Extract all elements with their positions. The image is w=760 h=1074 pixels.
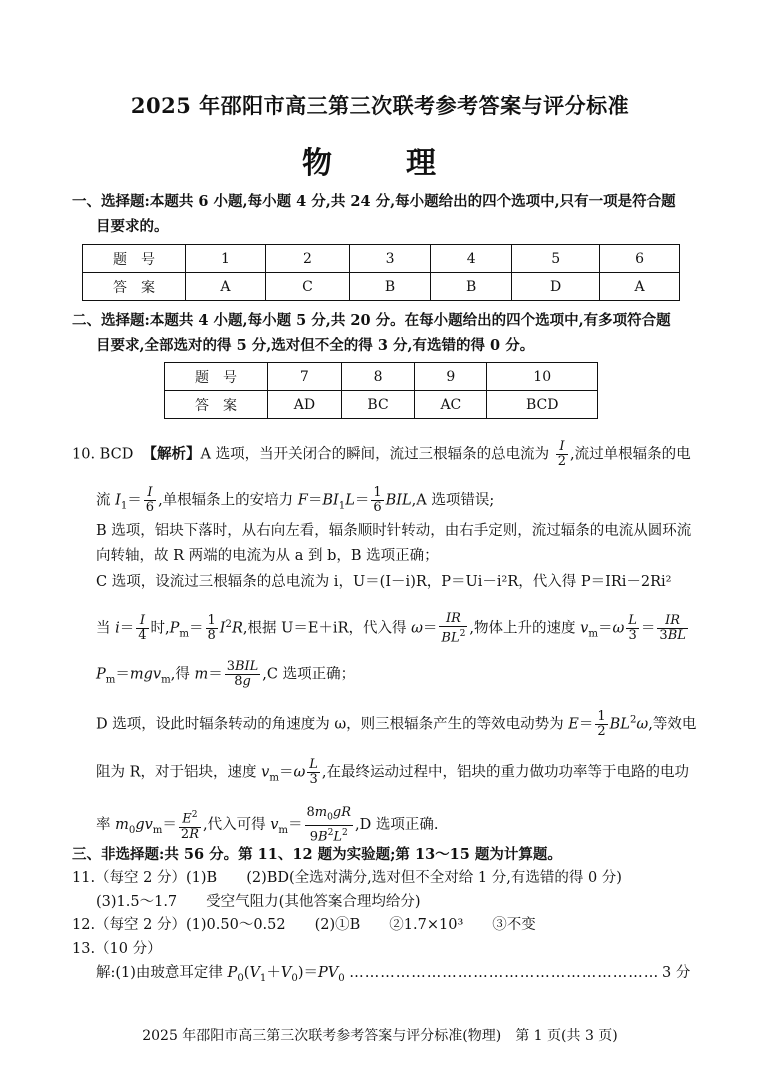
section1-heading-line2: 目要求的。 — [96, 218, 169, 235]
q10-text: ,代入可得 — [202, 816, 266, 833]
section2-heading-line2: 目要求,全部选对的得 5 分,选对但不全的得 3 分,有选错的得 0 分。 — [96, 337, 535, 354]
q13-head: 13.（10 分） — [72, 941, 162, 957]
q10-text: ,流过单根辐条的电 — [570, 446, 691, 463]
q10-text: ,等效电 — [648, 716, 697, 733]
q10-text: A 选项，当开关闭合的瞬间，流过三根辐条的总电流为 — [200, 446, 550, 463]
section1-heading-line1: 一、选择题:本题共 6 小题,每小题 4 分,共 24 分,每小题给出的四个选项中,只有一项是符合题 — [72, 193, 676, 210]
q10-text: ,在最终运动过程中，铝块的重力做功功率等于电路的电功 — [321, 764, 690, 781]
section3-heading: 三、非选择题:共 56 分。第 11、12 题为实验题;第 13～15 题为计算题。 — [72, 846, 562, 863]
table-cell: 答 案 — [83, 273, 186, 301]
q10-line-a — [72, 440, 691, 469]
table-cell: AC — [415, 391, 487, 419]
table-row — [83, 245, 680, 273]
formula-fraction: $\frac{1}{2}$ — [597, 709, 606, 739]
q11-line2: (3)1.5～1.7 受空气阻力(其他答案合理均给分) — [96, 894, 421, 910]
table-cell: 9 — [415, 363, 487, 391]
q10-line-d2: 阻为 R，对于铝块，速度 $v_m=\omega$ $\frac{L}{3}$ ,在最终运动过程中，铝块的重力做功功率等于电路的电功 — [96, 757, 690, 787]
q10-text: ,得 — [170, 666, 190, 683]
q10-line-c1: C 选项，设流过三根辐条的总电流为 i，U＝(I－i)R，P＝Ui－i²R，代入得 P＝IRi－2Ri² — [96, 574, 672, 590]
q10-text: ,A 选项错误; — [411, 492, 495, 509]
table-cell: 题 号 — [83, 245, 186, 273]
table-row — [165, 363, 598, 391]
formula-fraction: $\frac{I}{4}$ — [138, 613, 147, 644]
table-row — [165, 391, 598, 419]
page-footer: 2025 年邵阳市高三第三次联考参考答案与评分标准(物理) 第 1 页(共 3 页) — [142, 1028, 618, 1044]
table-cell: A — [600, 273, 680, 301]
page-title: 2025 年邵阳市高三第三次联考参考答案与评分标准 — [130, 93, 630, 118]
table-cell: 答 案 — [165, 391, 268, 419]
table-cell: A — [186, 273, 266, 301]
formula-fraction: $\frac{IR}{3BL}$ — [659, 613, 686, 644]
table-cell: D — [512, 273, 600, 301]
formula-fraction: $\frac{I}{2}$ — [557, 439, 567, 469]
formula-fraction: $\frac{IR}{BL^2}$ — [441, 611, 466, 646]
table-cell: 3 — [350, 245, 431, 273]
table-cell: 8 — [341, 363, 415, 391]
table-row — [83, 273, 680, 301]
q10-line-c3: $P_m=mgv_m$,得 m＝ $\frac{\text{3BIL}}{8g}$ ,C 选项正确； — [96, 659, 356, 689]
formula-fraction: $\frac{I}{6}$ — [145, 485, 155, 515]
q10-head: 10. BCD — [72, 446, 134, 463]
q10-line-c2: 当 i＝ $\frac{I}{4}$ 时$,P_m=$ $\frac{1}{8}$ $I^2R$,根据 U＝E＋iR，代入得 ω＝ $\frac{IR}{BL^2}$ ,物体上升的速度 $v_m=\omega$ $\frac{L}{3}$ ＝ $\frac{IR}{3BL}$ — [96, 611, 686, 646]
formula-fraction: $\frac{L}{3}$ — [309, 757, 318, 787]
table-cell: 10 — [487, 363, 598, 391]
table-cell: 2 — [265, 245, 349, 273]
q10-line-b2: 向转轴，故 R 两端的电流为从 a 到 b，B 选项正确； — [96, 548, 439, 564]
q10-tag: 【解析】 — [142, 445, 201, 463]
table-cell: 6 — [600, 245, 680, 273]
q10-text: 流 — [96, 492, 111, 509]
q10-text: 率 — [96, 816, 111, 833]
table-cell: AD — [268, 391, 342, 419]
q13-score: 3 分 — [662, 965, 691, 981]
table-cell: 4 — [431, 245, 512, 273]
q10-text: ,物体上升的速度 — [469, 620, 576, 637]
table-cell: B — [431, 273, 512, 301]
q10-text: ,D 选项正确. — [355, 816, 439, 833]
formula-fraction: $\frac{1}{6}$ — [373, 485, 382, 515]
q10-text: ,根据 U＝E＋iR，代入得 — [242, 620, 407, 637]
formula-fraction: $\frac{L}{3}$ — [628, 613, 637, 644]
q10-text: 当 — [96, 620, 111, 637]
answer-table-1 — [82, 244, 680, 301]
q12-line: 12.（每空 2 分）(1)0.50～0.52 (2)①B ②1.7×10³ ③不变 — [72, 917, 536, 933]
formula-fraction: $\frac{8m_0gR}{9B^2L^2}$ — [306, 805, 352, 844]
table-cell: C — [265, 273, 349, 301]
table-cell: B — [350, 273, 431, 301]
q10-line-b1: B 选项，铝块下落时，从右向左看，辐条顺时针转动，由右手定则，流过辐条的电流从圆环流 — [96, 523, 692, 539]
table-cell: 题 号 — [165, 363, 268, 391]
leader-dots: …………………………………………………… — [349, 965, 660, 981]
table-cell: BCD — [487, 391, 598, 419]
table-cell: 5 — [512, 245, 600, 273]
subject-title: 物 理 — [302, 146, 458, 181]
q13-solution-line: 解:(1)由玻意耳定律 $P_0(V_1+V_0)=PV_0$ …………………………………………………… — [96, 965, 660, 984]
q10-line-d1: D 选项，设此时辐条转动的角速度为 ω，则三根辐条产生的等效电动势为 E＝ $\frac{1}{2}$ $BL^2\omega$,等效电 — [96, 709, 697, 739]
q13-text: 解:(1)由玻意耳定律 — [96, 965, 223, 981]
section2-heading-line1: 二、选择题:本题共 4 小题,每小题 5 分,共 20 分。在每小题给出的四个选项中,有多项符合题 — [72, 312, 671, 329]
q10-text: D 选项，设此时辐条转动的角速度为 ω，则三根辐条产生的等效电动势为 — [96, 716, 564, 733]
table-cell: 1 — [186, 245, 266, 273]
q10-text: 时, — [150, 620, 170, 637]
answer-table-2 — [164, 362, 598, 419]
q11-line1: 11.（每空 2 分）(1)B (2)BD(全选对满分,选对但不全对给 1 分,有选错的得 0 分) — [72, 870, 622, 886]
q10-text: ,单根辐条上的安培力 — [158, 492, 294, 509]
q10-line-d3: 率 $m_0gv_m=$ $\frac{E^2}{2R}$ ,代入可得 $v_m=$ $\frac{8m_0gR}{9B^2L^2}$ ,D 选项正确. — [96, 805, 439, 844]
formula-fraction: $\frac{E^2}{2R}$ — [180, 810, 199, 842]
q10-text: 阻为 R，对于铝块，速度 — [96, 764, 257, 781]
q10-text: ,C 选项正确； — [262, 666, 356, 683]
table-cell: 7 — [268, 363, 342, 391]
formula-fraction: $\frac{1}{8}$ — [207, 613, 216, 644]
formula-fraction: $\frac{\text{3BIL}}{8g}$ — [226, 659, 259, 689]
table-cell: BC — [341, 391, 415, 419]
q10-line-a2: 流 $I_1=$ $\frac{I}{6}$ ,单根辐条上的安培力 $F=BI_1L=$ $\frac{1}{6}$ BIL,A 选项错误; — [96, 485, 495, 515]
